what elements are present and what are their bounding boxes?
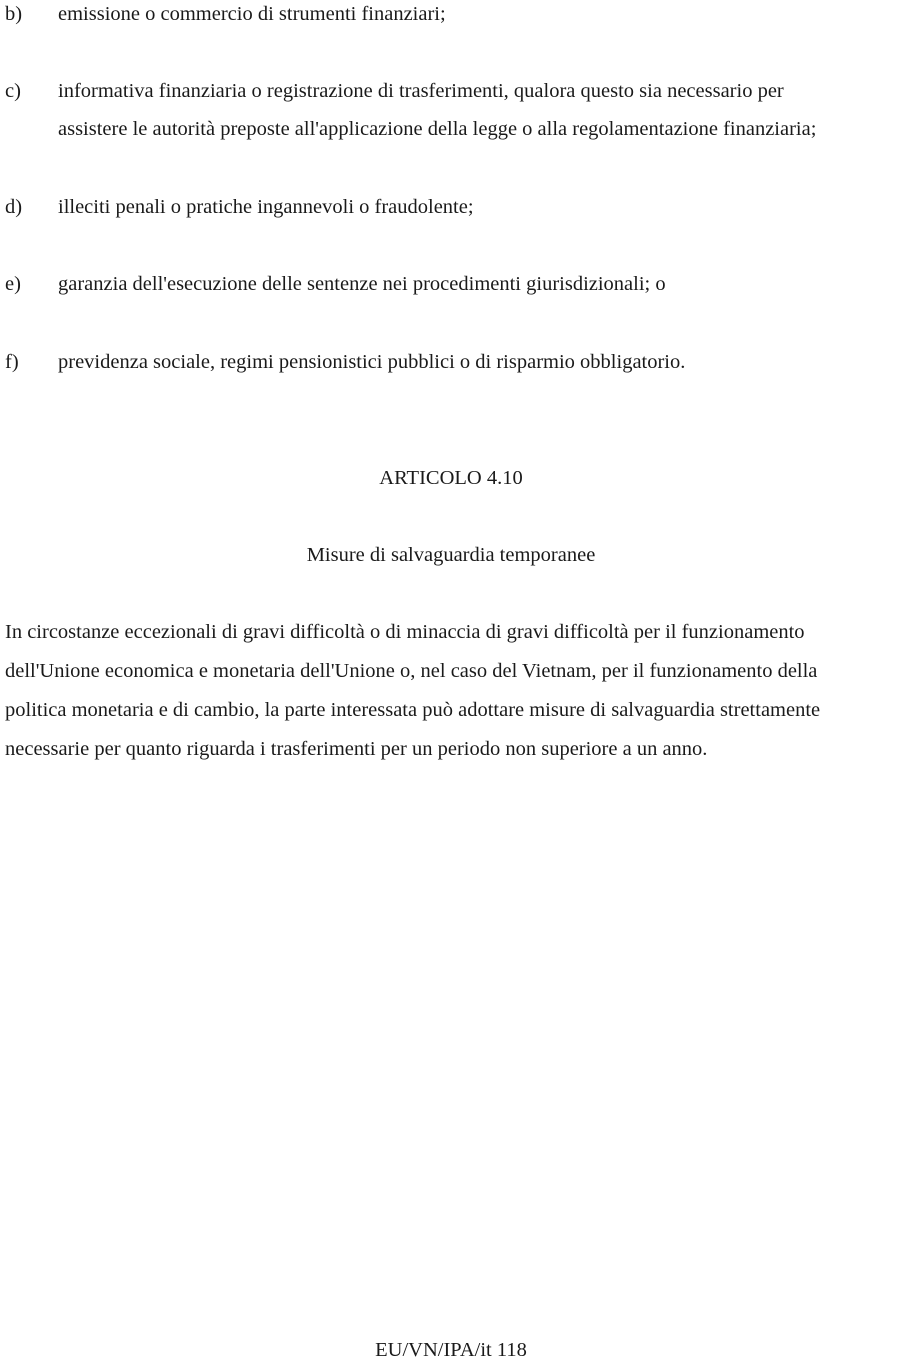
paragraph-line: politica monetaria e di cambio, la parte interessata può adottare misure di salvaguardia strettamente	[5, 699, 821, 721]
article-title: Misure di salvaguardia temporanee	[306, 544, 596, 566]
list-item-text: emissione o commercio di strumenti finanziari;	[58, 3, 446, 25]
paragraph-line: necessarie per quanto riguarda i trasferimenti per un periodo non superiore a un anno.	[5, 738, 708, 760]
paragraph-line: dell'Unione economica e monetaria dell'Unione o, nel caso del Vietnam, per il funzionamento della	[5, 660, 818, 682]
article-paragraph	[5, 613, 902, 769]
list-item-letter: f)	[5, 351, 19, 373]
page-reference: EU/VN/IPA/it 118	[375, 1339, 527, 1361]
list-item-text: garanzia dell'esecuzione delle sentenze nei procedimenti giurisdizionali; o	[58, 273, 666, 295]
article-number: ARTICOLO 4.10	[379, 467, 523, 489]
list-item-letter: b)	[5, 3, 23, 25]
list-item-text: illeciti penali o pratiche ingannevoli o fraudolente;	[58, 196, 474, 218]
list-item-letter: e)	[5, 273, 21, 295]
list-item-text: informativa finanziaria o registrazione di trasferimenti, qualora questo sia necessario per assistere le autorità preposte all'applicazione della legge o alla regolamentazione finanziaria;	[58, 80, 817, 140]
list-item-letter: d)	[5, 196, 23, 218]
list-item-text: previdenza sociale, regimi pensionistici pubblici o di risparmio obbligatorio.	[58, 351, 686, 373]
paragraph-line: In circostanze eccezionali di gravi difficoltà o di minaccia di gravi difficoltà per il funzionamento	[5, 621, 805, 643]
list-item-letter: c)	[5, 80, 21, 102]
